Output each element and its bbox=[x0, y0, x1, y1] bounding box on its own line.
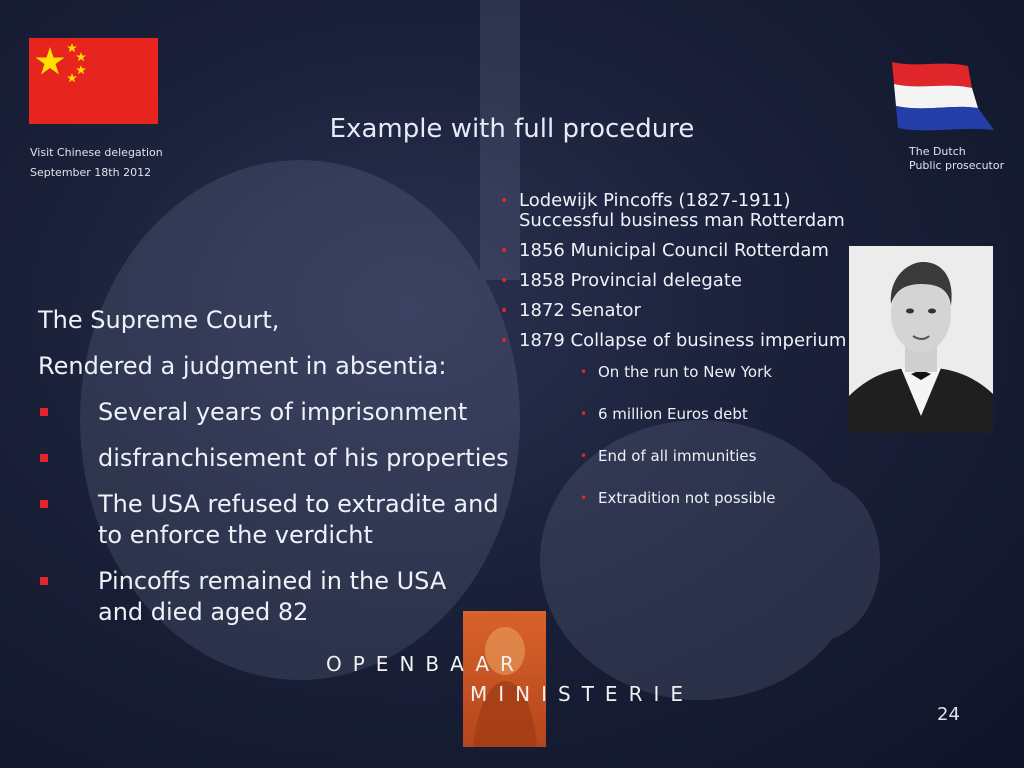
list-item: • Lodewijk Pincoffs (1827-1911) Successful business man Rotterdam bbox=[500, 190, 845, 231]
list-item: • 1858 Provincial delegate bbox=[500, 270, 742, 291]
china-flag-icon bbox=[29, 38, 158, 124]
portrait-image bbox=[849, 246, 993, 433]
delegation-name: Visit Chinese delegation bbox=[30, 146, 163, 159]
bullet-dot-icon: • bbox=[580, 407, 588, 421]
list-item: • 1872 Senator bbox=[500, 300, 641, 321]
prosecutor-line-2: Public prosecutor bbox=[909, 159, 1005, 172]
bullet-dot-icon: • bbox=[500, 243, 509, 259]
square-bullet-icon bbox=[40, 500, 48, 508]
collapse-details bbox=[580, 362, 840, 530]
sub-list-item: • End of all immunities bbox=[580, 447, 757, 465]
judgment-line: Rendered a judgment in absentia: bbox=[38, 352, 447, 380]
square-bullet-icon bbox=[40, 454, 48, 462]
sub-list-item: • 6 million Euros debt bbox=[580, 405, 748, 423]
prosecutor-line-1: The Dutch bbox=[909, 145, 966, 158]
page-number: 24 bbox=[937, 704, 960, 725]
square-bullet-icon bbox=[40, 408, 48, 416]
bullet-dot-icon: • bbox=[580, 491, 588, 505]
bullet-dot-icon: • bbox=[580, 449, 588, 463]
sub-list-item: • On the run to New York bbox=[580, 363, 772, 381]
logo-word-openbaar: OPENBAAR bbox=[326, 652, 525, 676]
bullet-dot-icon: • bbox=[500, 333, 509, 349]
logo-word-ministerie: MINISTERIE bbox=[470, 682, 694, 706]
logo-image bbox=[463, 611, 546, 747]
prosecutor-info bbox=[909, 145, 1004, 173]
slide-title: Example with full procedure bbox=[329, 114, 695, 144]
square-bullet-icon bbox=[40, 577, 48, 585]
delegation-info bbox=[30, 143, 163, 183]
judgment-bullet: The USA refused to extradite and to enforce the verdicht bbox=[38, 489, 558, 551]
judgment-block bbox=[38, 305, 558, 643]
bullet-dot-icon: • bbox=[500, 273, 509, 289]
list-item: • 1856 Municipal Council Rotterdam bbox=[500, 240, 829, 261]
judgment-bullet: Pincoffs remained in the USA and died aged 82 bbox=[38, 566, 558, 628]
bullet-dot-icon: • bbox=[500, 303, 509, 319]
bullet-dot-icon: • bbox=[580, 365, 588, 379]
court-line: The Supreme Court, bbox=[38, 306, 280, 334]
biography-list bbox=[497, 190, 877, 360]
bullet-dot-icon: • bbox=[500, 193, 509, 209]
delegation-date: September 18th 2012 bbox=[30, 166, 152, 179]
list-item: • 1879 Collapse of business imperium bbox=[500, 330, 847, 351]
judgment-bullet: Several years of imprisonment bbox=[38, 397, 558, 428]
judgment-bullet: disfranchisement of his properties bbox=[38, 443, 558, 474]
sub-list-item: • Extradition not possible bbox=[580, 489, 776, 507]
